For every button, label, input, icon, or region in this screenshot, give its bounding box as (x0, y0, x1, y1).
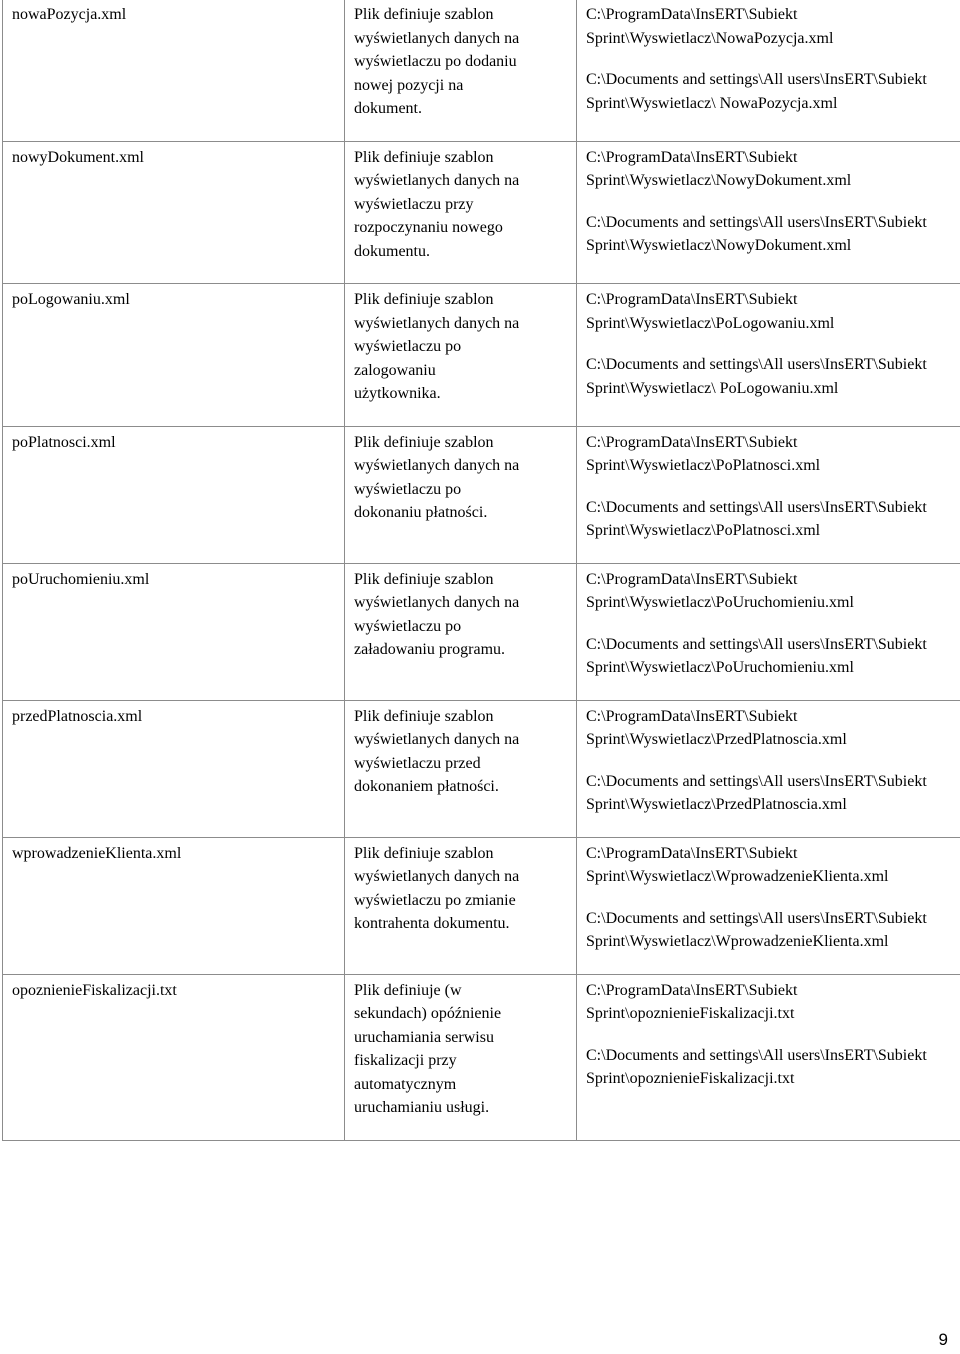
path-programdata (586, 705, 960, 752)
description-line: zalogowaniu (354, 361, 436, 379)
path-line: C:\ProgramData\InsERT\Subiekt (586, 707, 798, 725)
file-name-cell (3, 0, 345, 141)
description-line: wyświetlanych danych na (354, 868, 520, 885)
description-cell (345, 426, 577, 563)
path-documents-settings (586, 1044, 960, 1091)
table-row (3, 974, 960, 1140)
path-line: Sprint\Wyswietlacz\PrzedPlatnoscia.xml (586, 731, 847, 748)
description-cell (345, 141, 577, 284)
path-documents-settings (586, 633, 960, 680)
path-line: C:\ProgramData\InsERT\Subiekt (586, 844, 798, 862)
description-cell (345, 974, 577, 1140)
path-cell (577, 284, 960, 427)
description-line: wyświetlanych danych na (354, 594, 520, 611)
path-line: Sprint\Wyswietlacz\NowyDokument.xml (586, 237, 852, 254)
path-documents-settings (586, 770, 960, 817)
description-line: użytkownika. (354, 385, 441, 402)
file-table-body (3, 0, 960, 1140)
file-name: nowyDokument.xml (12, 148, 144, 166)
path-cell (577, 974, 960, 1140)
path-line: C:\Documents and settings\All users\InsERT\Subiekt (586, 772, 927, 790)
path-line: Sprint\Wyswietlacz\NowaPozycja.xml (586, 29, 834, 47)
path-line: C:\ProgramData\InsERT\Subiekt (586, 6, 798, 23)
path-line: Sprint\Wyswietlacz\ PoLogowaniu.xml (586, 379, 839, 397)
description-line: Plik definiuje szablon (354, 570, 494, 588)
file-name-cell (3, 563, 345, 700)
path-line: C:\ProgramData\InsERT\Subiekt (586, 981, 798, 999)
path-line: Sprint\opoznienieFiskalizacji.txt (586, 1005, 795, 1022)
path-programdata (586, 3, 960, 50)
description-cell (345, 837, 577, 974)
path-programdata (586, 979, 960, 1026)
path-line: C:\Documents and settings\All users\InsERT\Subiekt (586, 909, 927, 927)
description-line: wyświetlanych danych na (354, 172, 520, 189)
description-line: wyświetlanych danych na (354, 731, 520, 748)
file-name: opoznienieFiskalizacji.txt (12, 981, 177, 999)
path-line: Sprint\Wyswietlacz\ NowaPozycja.xml (586, 94, 838, 112)
description-cell (345, 563, 577, 700)
path-programdata (586, 288, 960, 335)
file-name-cell (3, 837, 345, 974)
description-line: Plik definiuje szablon (354, 707, 494, 725)
path-line: C:\ProgramData\InsERT\Subiekt (586, 570, 798, 588)
file-name: poPlatnosci.xml (12, 433, 116, 451)
table-row (3, 284, 960, 427)
path-programdata (586, 146, 960, 193)
path-line: C:\Documents and settings\All users\InsERT\Subiekt (586, 71, 927, 88)
path-line: C:\ProgramData\InsERT\Subiekt (586, 433, 798, 451)
description-line: dokument. (354, 100, 422, 117)
path-documents-settings (586, 211, 960, 258)
description-line: automatycznym (354, 1075, 457, 1093)
path-programdata (586, 568, 960, 615)
description-line: nowej pozycji na (354, 76, 464, 94)
table-row (3, 141, 960, 284)
path-line: Sprint\Wyswietlacz\WprowadzenieKlienta.xml (586, 933, 889, 950)
description-line: wyświetlanych danych na (354, 314, 520, 332)
description-line: Plik definiuje (w (354, 981, 462, 999)
description-line: dokonaniu płatności. (354, 504, 488, 521)
file-name-cell (3, 700, 345, 837)
path-line: Sprint\Wyswietlacz\PoLogowaniu.xml (586, 314, 835, 332)
file-name: nowaPozycja.xml (12, 6, 127, 23)
path-programdata (586, 842, 960, 889)
description-line: załadowaniu programu. (354, 641, 506, 658)
path-line: Sprint\Wyswietlacz\PoPlatnosci.xml (586, 457, 821, 474)
description-cell (345, 284, 577, 427)
file-name-cell (3, 426, 345, 563)
page-number: 9 (938, 1330, 948, 1349)
description-line: Plik definiuje szablon (354, 844, 494, 862)
path-cell (577, 700, 960, 837)
path-line: C:\ProgramData\InsERT\Subiekt (586, 291, 798, 308)
file-name: wprowadzenieKlienta.xml (12, 844, 182, 862)
file-name-cell (3, 284, 345, 427)
path-cell (577, 837, 960, 974)
file-name: poLogowaniu.xml (12, 291, 130, 308)
description-line: Plik definiuje szablon (354, 6, 494, 23)
path-line: C:\Documents and settings\All users\InsERT\Subiekt (586, 213, 927, 231)
description-line: Plik definiuje szablon (354, 291, 494, 308)
path-line: C:\Documents and settings\All users\InsERT\Subiekt (586, 498, 927, 516)
table-row (3, 837, 960, 974)
description-line: wyświetlanych danych na (354, 457, 520, 474)
path-line: C:\ProgramData\InsERT\Subiekt (586, 148, 798, 166)
path-documents-settings (586, 907, 960, 954)
description-line: Plik definiuje szablon (354, 148, 494, 166)
file-table (2, 0, 960, 1141)
description-line: wyświetlaczu po (354, 617, 462, 635)
description-line: wyświetlaczu przy (354, 195, 474, 213)
table-row (3, 563, 960, 700)
path-line: C:\Documents and settings\All users\InsERT\Subiekt (586, 1046, 927, 1064)
description-line: wyświetlaczu po (354, 338, 462, 355)
path-line: Sprint\Wyswietlacz\PrzedPlatnoscia.xml (586, 796, 847, 813)
path-documents-settings (586, 68, 960, 115)
description-line: wyświetlaczu po dodaniu (354, 53, 517, 70)
file-name-cell (3, 974, 345, 1140)
path-line: Sprint\Wyswietlacz\PoUruchomieniu.xml (586, 594, 854, 611)
description-line: rozpoczynaniu nowego (354, 219, 503, 236)
path-line: Sprint\Wyswietlacz\PoUruchomieniu.xml (586, 659, 854, 676)
description-line: wyświetlaczu przed (354, 754, 481, 772)
path-line: Sprint\opoznienieFiskalizacji.txt (586, 1070, 795, 1087)
path-cell (577, 426, 960, 563)
table-row (3, 700, 960, 837)
table-row (3, 426, 960, 563)
description-line: Plik definiuje szablon (354, 433, 494, 451)
file-name: przedPlatnoscia.xml (12, 707, 143, 725)
path-cell (577, 563, 960, 700)
path-cell (577, 0, 960, 141)
description-cell (345, 700, 577, 837)
path-line: C:\Documents and settings\All users\InsERT\Subiekt (586, 356, 927, 373)
description-line: wyświetlaczu po zmianie (354, 891, 516, 909)
file-name: poUruchomieniu.xml (12, 570, 150, 588)
path-cell (577, 141, 960, 284)
path-documents-settings (586, 496, 960, 543)
table-row (3, 0, 960, 141)
file-name-cell (3, 141, 345, 284)
description-line: sekundach) opóźnienie (354, 1005, 502, 1022)
description-line: wyświetlaczu po (354, 480, 462, 498)
description-line: uruchamianiu usługi. (354, 1099, 490, 1116)
path-line: Sprint\Wyswietlacz\WprowadzenieKlienta.xml (586, 868, 889, 885)
description-line: fiskalizacji przy (354, 1052, 457, 1069)
description-line: wyświetlanych danych na (354, 29, 520, 47)
description-line: dokumentu. (354, 242, 430, 260)
path-line: C:\Documents and settings\All users\InsERT\Subiekt (586, 635, 927, 653)
path-programdata (586, 431, 960, 478)
description-cell (345, 0, 577, 141)
description-line: dokonaniem płatności. (354, 778, 499, 795)
path-line: Sprint\Wyswietlacz\NowyDokument.xml (586, 172, 852, 189)
description-line: uruchamiania serwisu (354, 1028, 494, 1046)
path-line: Sprint\Wyswietlacz\PoPlatnosci.xml (586, 522, 821, 539)
description-line: kontrahenta dokumentu. (354, 915, 510, 932)
path-documents-settings (586, 353, 960, 400)
